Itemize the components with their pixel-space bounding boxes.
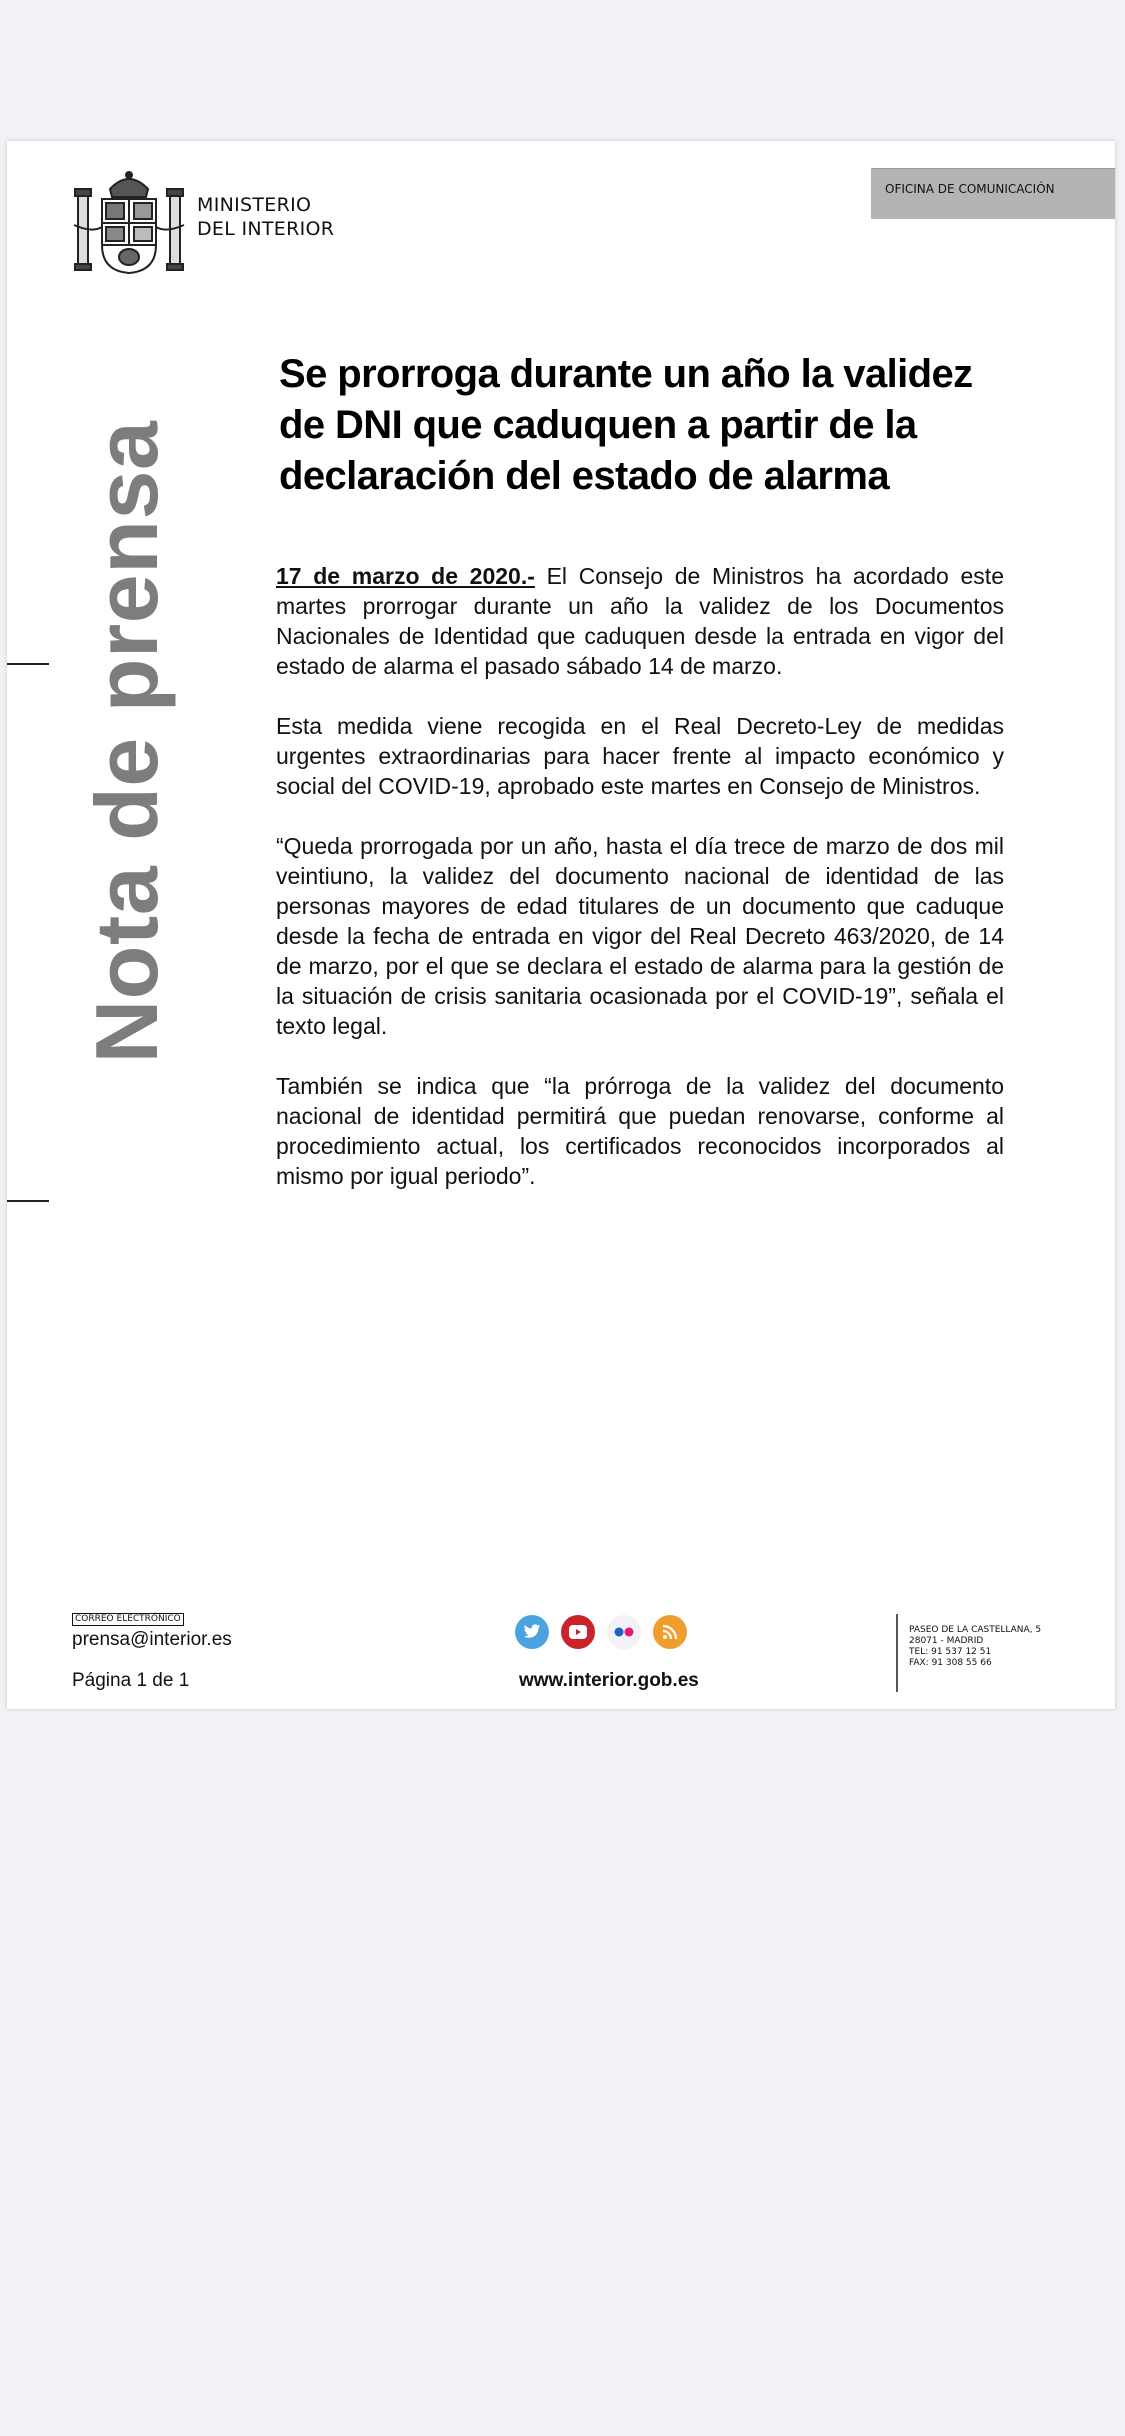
flickr-icon[interactable] [607, 1615, 641, 1649]
page-number: Página 1 de 1 [72, 1670, 190, 1691]
dateline: 17 de marzo de 2020.- [276, 563, 535, 589]
youtube-icon[interactable] [561, 1615, 595, 1649]
website-link[interactable]: www.interior.gob.es [519, 1670, 699, 1691]
paragraph-4: También se indica que “la prórroga de la validez del documento nacional de identidad permitirá que puedan renovarse, conforme al procedimiento actual, los certificados reconocidos incorporados al mismo por igual periodo”. [276, 1073, 1004, 1189]
address-divider [896, 1614, 898, 1692]
ministry-line-1: MINISTERIO [197, 194, 312, 216]
postal-address [909, 1625, 1041, 1669]
side-title: Nota de prensa [77, 420, 176, 1064]
paragraph-1 [276, 561, 1004, 681]
email-link[interactable]: prensa@interior.es [72, 1629, 232, 1650]
email-label: CORREO ELECTRÓNICO [72, 1613, 184, 1626]
margin-rule-bottom [7, 1200, 49, 1202]
social-links [515, 1615, 687, 1649]
article-body [276, 561, 1004, 1221]
paragraph-3: “Queda prorrogada por un año, hasta el día trece de marzo de dos mil veintiuno, la validez del documento nacional de identidad de las personas mayores de edad titulares de un documento que caduque desde la fecha de entrada en vigor del Real Decreto 463/2020, de 14 de marzo, por el que se declara el estado de alarma para la gestión de la situación de crisis sanitaria ocasionada por el COVID-19”, señala el texto legal. [276, 833, 1004, 1039]
coat-of-arms-icon [72, 167, 186, 277]
address-tel: TEL: 91 537 12 51 [909, 1647, 992, 1657]
press-release-page [7, 141, 1115, 1709]
office-label: OFICINA DE COMUNICACIÓN [885, 182, 1055, 196]
ministry-name [197, 193, 334, 241]
address-street: PASEO DE LA CASTELLANA, 5 [909, 1625, 1042, 1635]
ministry-line-2: DEL INTERIOR [197, 218, 335, 240]
rss-icon[interactable] [653, 1615, 687, 1649]
margin-rule-top [7, 663, 49, 665]
headline: Se prorroga durante un año la validez de DNI que caduquen a partir de la declaración del estado de alarma [279, 352, 973, 498]
twitter-icon[interactable] [515, 1615, 549, 1649]
paragraph-2: Esta medida viene recogida en el Real Decreto-Ley de medidas urgentes extraordinarias para hacer frente al impacto económico y social del COVID-19, aprobado este martes en Consejo de Ministros. [276, 713, 1004, 799]
paragraph-1-text: El Consejo de Ministros ha acordado este martes prorrogar durante un año la validez de los Documentos Nacionales de Identidad que caduquen desde la entrada en vigor del estado de alarma el pasado sábado 14 de marzo. [276, 563, 1004, 679]
address-city: 28071 - MADRID [909, 1636, 984, 1646]
address-fax: FAX: 91 308 55 66 [909, 1658, 992, 1668]
office-banner [871, 168, 1115, 219]
